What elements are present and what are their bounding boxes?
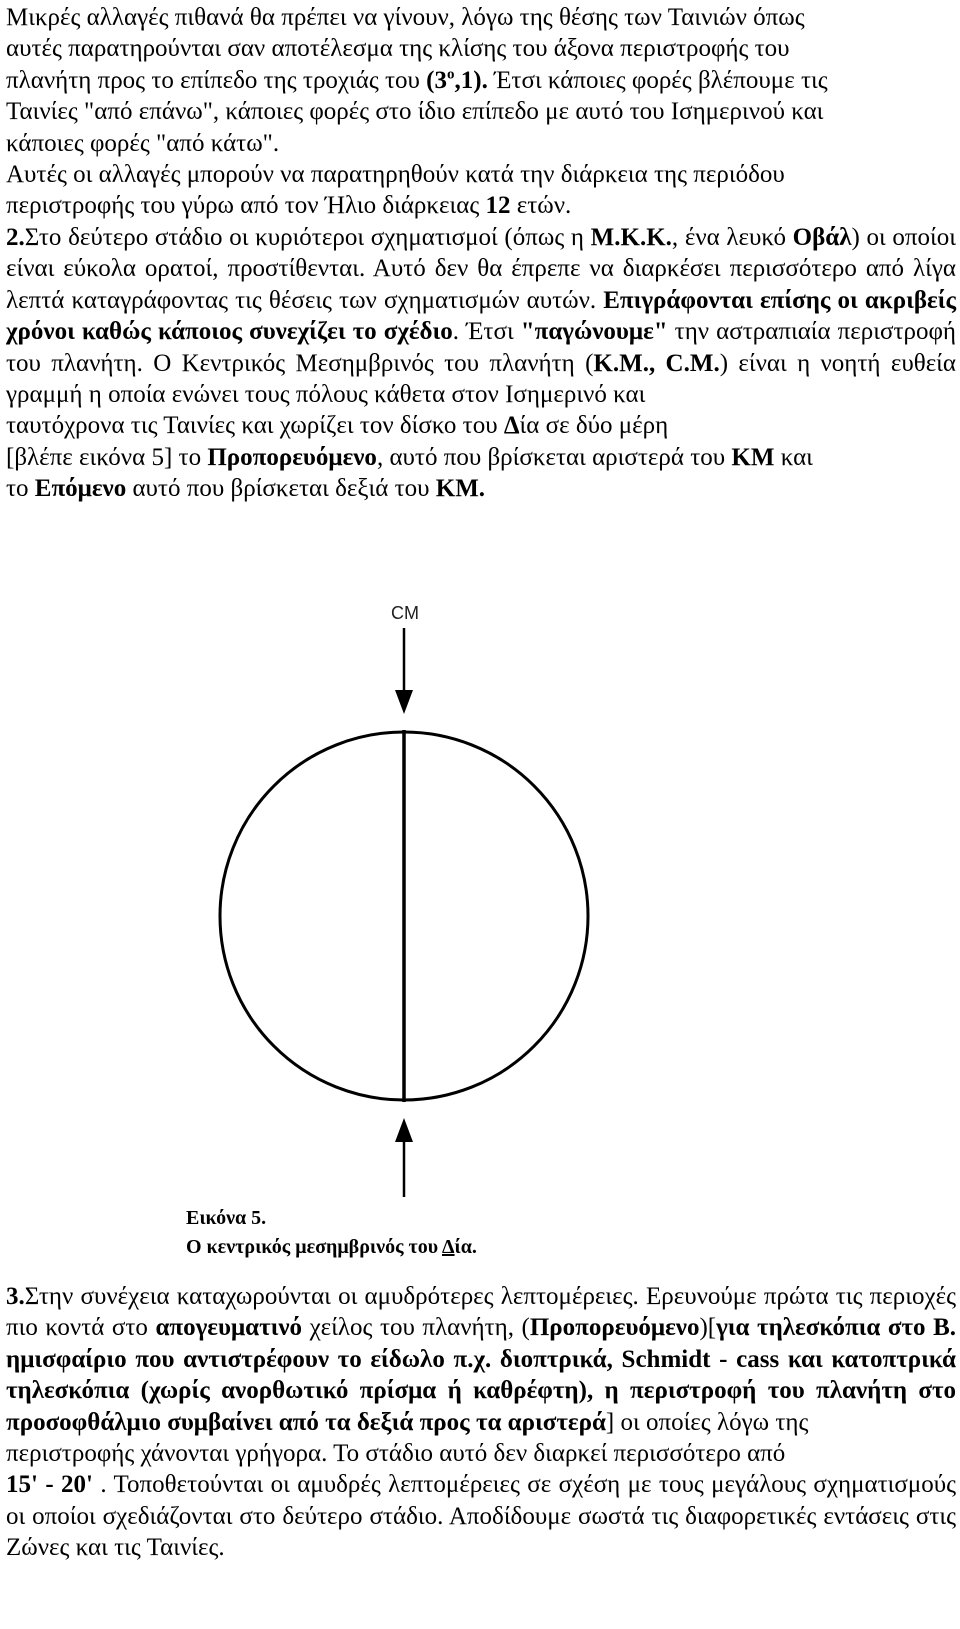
caption-title: Εικόνα 5. bbox=[186, 1207, 267, 1229]
text-line: 15' - 20' . Τοποθετούνται οι αμυδρές λεπτομέρειες σε σχέση με τους μεγάλους σχηματισμούς οι οποίοι σχεδιάζονται στο δεύτερο στάδιο. Αποδίδουμε σωστά τις διαφορετικές εντάσεις στις Ζώνες και τις Ταινίες. bbox=[6, 1471, 957, 1562]
text-line: ταυτόχρονα τις Ταινίες και χωρίζει τον δίσκο του Δία σε δύο μέρη bbox=[6, 412, 669, 440]
paragraph-1 bbox=[6, 2, 956, 222]
text-line: [βλέπε εικόνα 5] το Προπορευόμενο, αυτό που βρίσκεται αριστερά του ΚΜ και bbox=[6, 443, 813, 471]
paragraph-3-body: 3.Στην συνέχεια καταχωρούνται οι αμυδρότερες λεπτομέρειες. Ερευνούμε πρώτα τις περιοχές πιο κοντά στο απογευματινό χείλος του πλανήτη, (Προπορευόμενο)[για τηλεσκόπια στο Β. ημισφαίριο που αντιστρέφουν το είδωλο π.χ. διοπτρικά, Schmidt - cass και κατοπτρικά τηλεσκόπια (χωρίς ανορθωτικό πρίσμα ή καθρέφτη), η περιστροφή του πλανήτη στο προσοφθάλμιο συμβαίνει από τα δεξιά προς τα αριστερά] οι οποίες λόγω της bbox=[6, 1283, 956, 1436]
top-arrow-head bbox=[395, 690, 413, 714]
text-line: περιστροφής χάνονται γρήγορα. Το στάδιο αυτό δεν διαρκεί περισσότερο από bbox=[6, 1440, 786, 1468]
text-line: Μικρές αλλαγές πιθανά θα πρέπει να γίνουν, λόγω της θέσης των Ταινιών όπως bbox=[6, 4, 805, 31]
text-line: πλανήτη προς το επίπεδο της τροχιάς του $(3^o,1)$. Έτσι κάποιες φορές βλέπουμε τις bbox=[6, 66, 828, 94]
text-line: περιστροφής του γύρω από τον Ήλιο διάρκειας 12 ετών. bbox=[6, 192, 572, 220]
text-line: Αυτές οι αλλαγές μπορούν να παρατηρηθούν κατά την διάρκεια της περιόδου bbox=[6, 161, 785, 189]
caption-text: Ο κεντρικός μεσημβρινός του Δία. bbox=[186, 1236, 477, 1258]
figure-caption bbox=[186, 1204, 477, 1262]
central-meridian-diagram bbox=[0, 590, 960, 1210]
text-line: αυτές παρατηρούνται σαν αποτέλεσμα της κλίσης του άξονα περιστροφής του bbox=[6, 35, 790, 63]
text-line: Ταινίες "από επάνω", κάποιες φορές στο ίδιο επίπεδο με αυτό του Ισημερινού και bbox=[6, 98, 824, 126]
figure-central-meridian bbox=[0, 590, 960, 1210]
paragraph-2 bbox=[6, 222, 956, 505]
text-line: το Επόμενο αυτό που βρίσκεται δεξιά του ΚΜ. bbox=[6, 475, 486, 503]
paragraph-2-body: 2.Στο δεύτερο στάδιο οι κυριότεροι σχηματισμοί (όπως η Μ.Κ.Κ., ένα λευκό Οβάλ) οι οποίοι είναι εύκολα ορατοί, προστίθενται. Αυτό δεν θα έπρεπε να διαρκέσει περισσότερο από λίγα λεπτά καταγράφοντας τις θέσεις των σχηματισμών αυτών. Επιγράφονται επίσης οι ακριβείς χρόνοι καθώς κάποιος συνεχίζει το σχέδιο. Έτσι "παγώνουμε" την αστραπιαία περιστροφή του πλανήτη. Ο Κεντρικός Μεσημβρινός του πλανήτη (Κ.Μ., C.M.) είναι η νοητή ευθεία γραμμή η οποία ενώνει τους πόλους κάθετα στον Ισημερινό και bbox=[6, 224, 957, 409]
text-line: κάποιες φορές "από κάτω". bbox=[6, 129, 280, 157]
cm-label: CM bbox=[391, 603, 419, 623]
paragraph-3 bbox=[6, 1281, 956, 1564]
